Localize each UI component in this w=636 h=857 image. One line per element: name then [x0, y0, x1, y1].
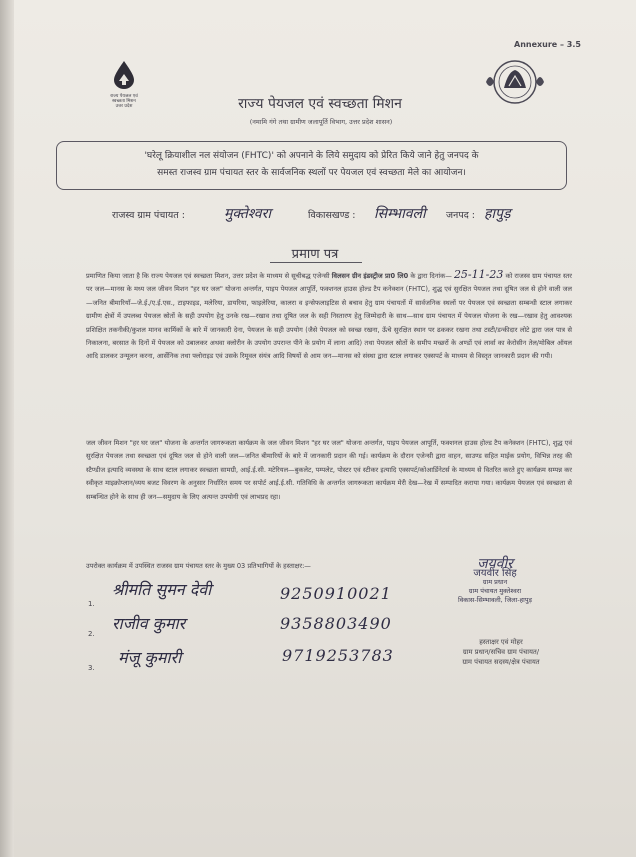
district-value: हापुड़: [484, 206, 511, 222]
mission-logo: [100, 60, 148, 109]
certificate-title: प्रमाण पत्र: [291, 247, 339, 262]
block-label: विकासखण्ड :: [308, 210, 356, 221]
certificate-paragraph-2: जल जीवन मिशन "हर घर जल" योजना के अन्तर्गत जागरूकता कार्यक्रम के जल जीवन मिशन "हर घर जल" योजना अन्तर्गत, पाइप पेयजल आपूर्ति, फक्शनल हाउस होल्ड टैप कनेक्शन (FHTC), शुद्ध एवं सुरक्षित पेयजल तथा स्वच्छता एवं दूषित जल से होने वाली जल—जनित बीमारियों के बारे में जानकारी प्रदान की गई। कार्यक्रम के दौरान एजेन्सी द्वारा वाहन, साउण्ड सहित माईक प्रयोग, विभिन्न तरह की स्टैण्डीज इत्यादि व्यवस्था के साथ स्टाल लगाकर स्वच्छता सामग्री, आई.ई.सी. मटेरियल—बुकलेट, पम्पलेट, पोस्टर एवं स्टीकर इत्यादि एक्सपर्ट/कोआर्डिनेटर्स के माध्यम से वितरित करते हुए कार्यक्रम सम्पन्न कर स्वीकृत माइक्रोप्लान/व्यय बजट विवरण के अनुसार निर्धारित समय पर सपोर्ट आई.ई.सी. गतिविधि के अन्तर्गत जागरूकता कार्यक्रम मेरी देख—रेख में सम्पादित कराया गया। कार्यक्रम पेयजल एवं स्वच्छता से सम्बन्धित होने के साथ ही जन—समुदाय के लिए अत्यन्त उपयोगी एवं लाभप्रद रहा।: [86, 439, 572, 501]
para1-intro: प्रमाणित किया जाता है कि राज्य पेयजल एवं स्वच्छता मिशन, उत्तर प्रदेश के माध्यम से सूचीबद्ध एजेन्सी: [86, 272, 330, 280]
signatory-line-3: ग्राम पंचायत सदस्य/क्षेत्र पंचायत: [462, 658, 540, 666]
gram-panchayat-label: राजस्व ग्राम पंचायत :: [112, 210, 185, 221]
witness-phone: 9719253783: [282, 646, 394, 665]
witness-number: 2.: [88, 630, 95, 638]
annexure-label: Annexure – 3.5: [514, 40, 581, 49]
district-label: जनपद :: [446, 210, 475, 221]
witness-number: 1.: [88, 600, 95, 608]
water-drop-icon: [111, 60, 137, 90]
pradhan-signature: जयवीर: [477, 556, 513, 572]
pradhan-designation: ग्राम प्रधान: [482, 578, 508, 586]
para1-date-label: के द्वारा दिनांक—: [410, 272, 452, 280]
block-value: सिम्भावली: [374, 206, 426, 222]
signatory-line-2: ग्राम प्रधान/सचिव ग्राम पंचायत/: [462, 648, 540, 656]
para1-body: को राजस्व ग्राम पंचायत स्तर पर जल—मानस के मध्य जल जीवन मिशन "हर घर जल" योजना अन्तर्गत, पाइप पेयजल आपूर्ति, फक्शनल हाउस होल्ड टैप कनेक्शन (FHTC), शुद्ध एवं सुरक्षित पेयजल तथा दूषित जल से होने वाली जल—जनित बीमारियाँ—जे.ई./ए.ई.एस., टाइफाइड, मलेरिया, डायरिया, फाइलेरिया, कालरा व इन्सेफलाइटिस से बचाव हेतु ग्राम पंचायतों में सार्वजनिक स्थलों पर पेयजल एवं स्वच्छता सम्बन्धी स्टाल लगाकर ग्रामीण क्षेत्रों में उपलब्ध पेयजल स्रोतों के सही उपयोग हेतु उनके रख—रखाव तथा दूषित जल के सही निस्तारण हेतु जिम्मेदारी के साथ—साथ ग्राम पंचायत में पेयजल योजना के रख—रखाव हेतु आवश्यक प्रशिक्षित तकनीकी/कुशल मानव कार्मिकों के बारे में जानकारी देना, पेयजल के सही उपयोग (जैसे पेयजल को स्वच्छ रखना, ऊँचे सुरक्षित स्थान पर ढककर रखना तथा टस्टी/डन्कीदार लोटे द्वारा जल पात्र से निकालना, बरसात के दिनों में पेयजल को उबालकर अथवा क्लोरीन के उपयोग उपरान्त पीने के प्रयोग में लाना आदि) तथा पेयजल स्रोतों के समीप मच्छरों के अण्डों एवं लार्वा का केरोसीन तेल/मोबिल ऑयल आदि डालकर उन्मूलन करना, आर्सेनिक तथा फ्लोराइड एवं उसके रिमूवल संयंत्र आदि विषयों से आम जन—मानस को संस्था द्वारा स्टाल लगाकर एक्सपर्ट के माध्यम से विस्तृत जानकारी प्रदान की गयी।: [86, 272, 572, 361]
pradhan-village: ग्राम पंचायत मुक्तेश्वरा: [468, 587, 522, 595]
logo-line-1: राज्य पेयजल एवं: [110, 94, 138, 99]
signatory-line-1: हस्ताक्षर एवं मोहर: [479, 638, 523, 646]
event-date: 25-11-23: [453, 268, 504, 281]
gram-panchayat-value: मुक्तेश्वरा: [224, 206, 271, 222]
pradhan-name: जयवीर सिंह: [473, 568, 517, 579]
agency-name: विलसन ग्रीन इंडस्ट्रीज प्रा0 लि0: [331, 272, 409, 280]
logo-line-3: उत्तर प्रदेश: [115, 104, 133, 109]
banner-line-2: समस्त राजस्व ग्राम पंचायत स्तर के सार्वजनिक स्थलों पर पेयजल एवं स्वच्छता मेले का आयोजन।: [157, 168, 466, 178]
witness-phone: 9358803490: [280, 614, 392, 633]
up-emblem-icon: [482, 58, 548, 106]
witness-name: राजीव कुमार: [112, 614, 186, 633]
certificate-paragraph-1: [86, 268, 572, 364]
logo-line-2: स्वच्छता मिशन: [112, 99, 136, 104]
witness-name: श्रीमति सुमन देवी: [112, 580, 212, 599]
witness-intro: उपरोक्त कार्यक्रम में उपस्थित राजस्व ग्राम पंचायत स्तर के मुख्य 03 प्रतिभागियों के हस्ताक्षर:—: [86, 562, 311, 570]
pradhan-stamp: [430, 556, 560, 605]
witness-phone: 9250910021: [280, 584, 392, 603]
witness-number: 3.: [88, 664, 95, 672]
org-title: राज्य पेयजल एवं स्वच्छता मिशन: [238, 96, 402, 112]
org-subtitle: (नमामि गंगे तथा ग्रामीण जलापूर्ति विभाग, उत्तर प्रदेश शासन): [249, 118, 393, 126]
pradhan-block: विकास-सिम्भावली, जिला-हापुड़: [457, 596, 533, 604]
witness-name: मंजू कुमारी: [118, 648, 182, 667]
event-banner: [56, 141, 567, 190]
signatory-block: [436, 637, 566, 667]
banner-line-1: 'घरेलू क्रियाशील नल संयोजन (FHTC)' को अपनाने के लिये समुदाय को प्रेरित किये जाने हेतु जनपद के: [144, 151, 479, 161]
title-underline: [270, 262, 362, 263]
